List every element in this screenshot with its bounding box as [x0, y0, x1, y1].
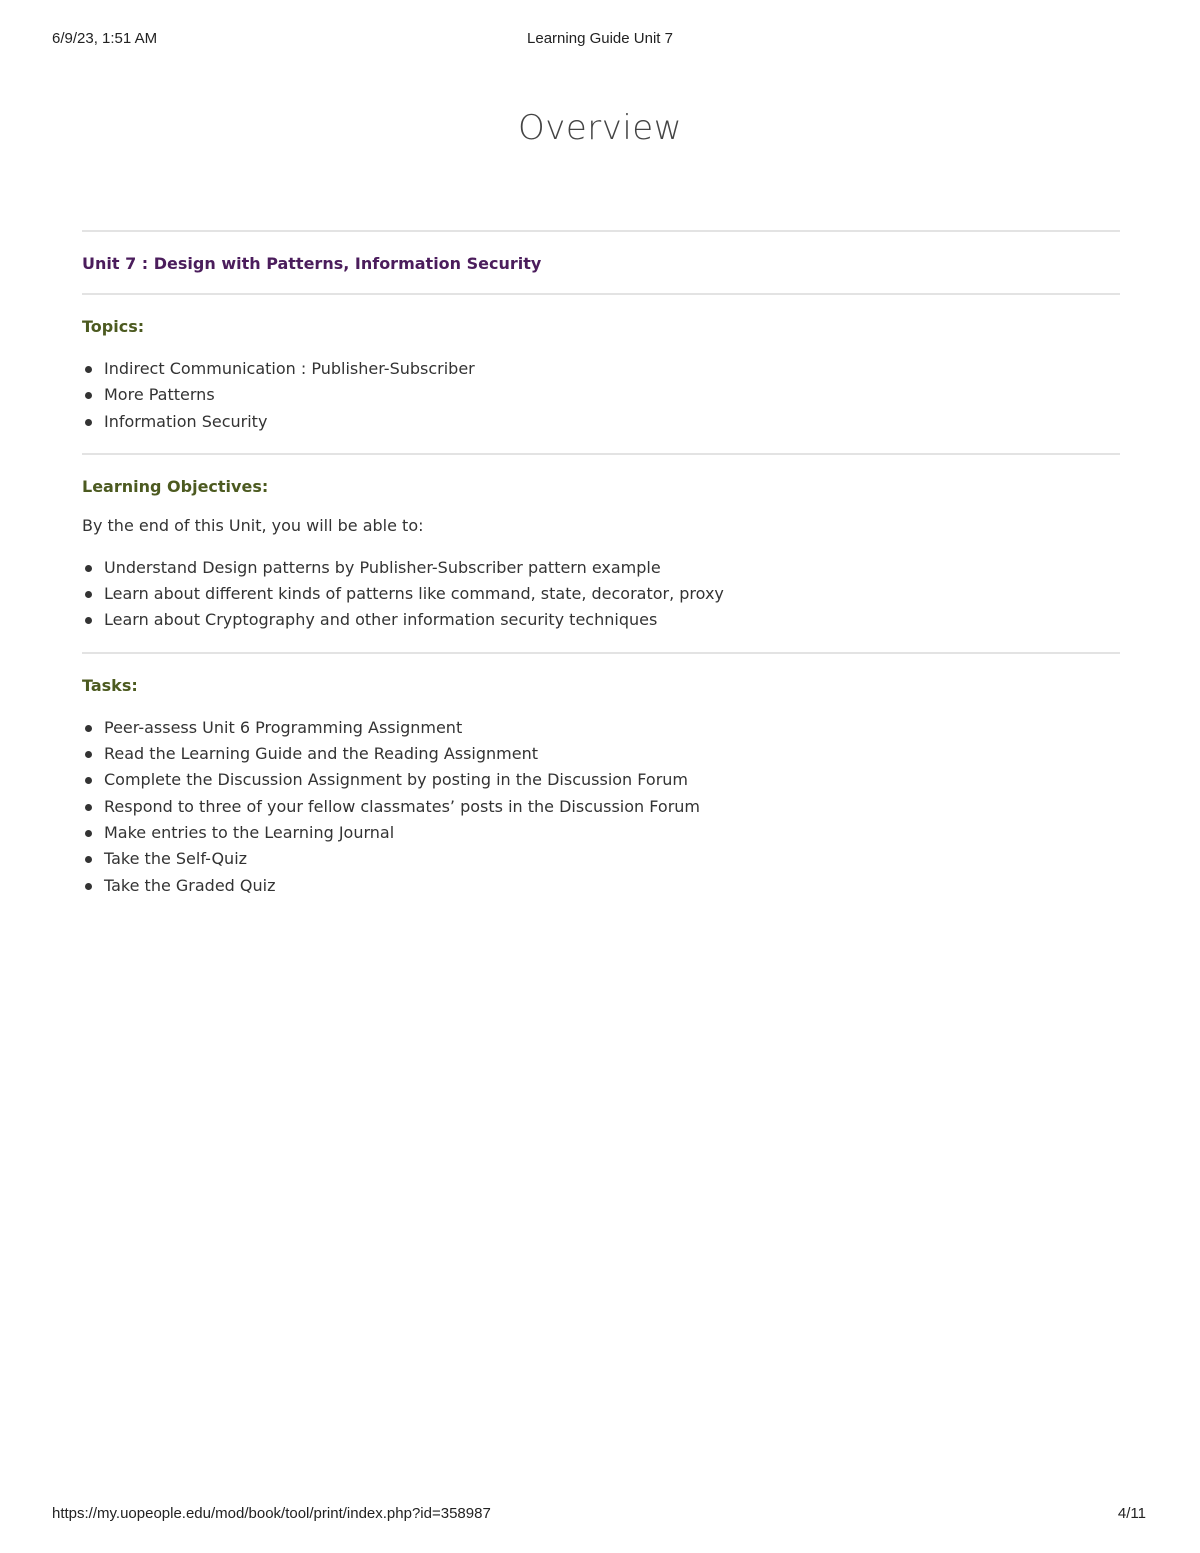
list-item: [82, 820, 1120, 846]
list-item-text: Peer-assess Unit 6 Programming Assignment: [104, 717, 463, 737]
print-url: https://my.uopeople.edu/mod/book/tool/print/index.php?id=358987: [52, 1505, 491, 1522]
divider: [82, 230, 1120, 232]
list-item: [82, 607, 1120, 633]
list-item: [82, 767, 1120, 793]
objectives-heading: Learning Objectives:: [82, 476, 269, 496]
list-item-text: Respond to three of your fellow classmates’ posts in the Discussion Forum: [104, 796, 700, 816]
topics-heading: Topics:: [82, 317, 145, 336]
list-item-text: Indirect Communication : Publisher-Subscriber: [104, 359, 475, 378]
list-item: [82, 555, 1120, 581]
bullet-icon: [85, 725, 92, 732]
list-item: [82, 356, 1120, 382]
bullet-icon: [85, 617, 92, 624]
bullet-icon: [85, 777, 92, 784]
list-item: [82, 741, 1120, 767]
list-item-text: More Patterns: [104, 385, 215, 405]
list-item: [82, 409, 1120, 435]
bullet-icon: [85, 830, 92, 837]
list-item: [82, 873, 1120, 899]
bullet-icon: [85, 751, 92, 758]
bullet-icon: [85, 804, 92, 811]
list-item-text: Information Security: [104, 411, 268, 431]
bullet-icon: [85, 366, 92, 373]
print-page-number: 4/11: [1117, 1505, 1146, 1522]
list-item-text: Understand Design patterns by Publisher-Subscriber pattern example: [104, 557, 661, 577]
objectives-intro: By the end of this Unit, you will be able to:: [82, 515, 424, 535]
list-item: [82, 846, 1120, 872]
tasks-heading: Tasks:: [82, 675, 138, 695]
bullet-icon: [85, 419, 92, 426]
divider: [82, 652, 1120, 654]
list-item: [82, 581, 1120, 607]
guide-content: [82, 230, 1120, 917]
divider: [82, 453, 1120, 455]
bullet-icon: [85, 856, 92, 863]
list-item: [82, 382, 1120, 408]
divider: [82, 293, 1120, 295]
objectives-list: [82, 555, 1120, 634]
list-item-text: Learn about different kinds of patterns like command, state, decorator, proxy: [104, 584, 724, 604]
list-item-text: Take the Self-Quiz: [104, 849, 248, 869]
page-title: Overview: [517, 108, 683, 148]
list-item-text: Learn about Cryptography and other information security techniques: [104, 610, 658, 630]
print-datetime: 6/9/23, 1:51 AM: [52, 30, 158, 47]
print-doc-title: Learning Guide Unit 7: [527, 30, 673, 47]
list-item: [82, 715, 1120, 741]
list-item: [82, 794, 1120, 820]
bullet-icon: [85, 565, 92, 572]
list-item-text: Make entries to the Learning Journal: [104, 822, 395, 842]
unit-title: Unit 7 : Design with Patterns, Information Security: [82, 254, 542, 273]
topics-list: [82, 356, 1120, 435]
list-item-text: Read the Learning Guide and the Reading Assignment: [104, 744, 539, 764]
list-item-text: Take the Graded Quiz: [104, 875, 276, 895]
bullet-icon: [85, 883, 92, 890]
list-item-text: Complete the Discussion Assignment by posting in the Discussion Forum: [104, 770, 689, 790]
bullet-icon: [85, 392, 92, 399]
tasks-list: [82, 715, 1120, 899]
bullet-icon: [85, 591, 92, 598]
